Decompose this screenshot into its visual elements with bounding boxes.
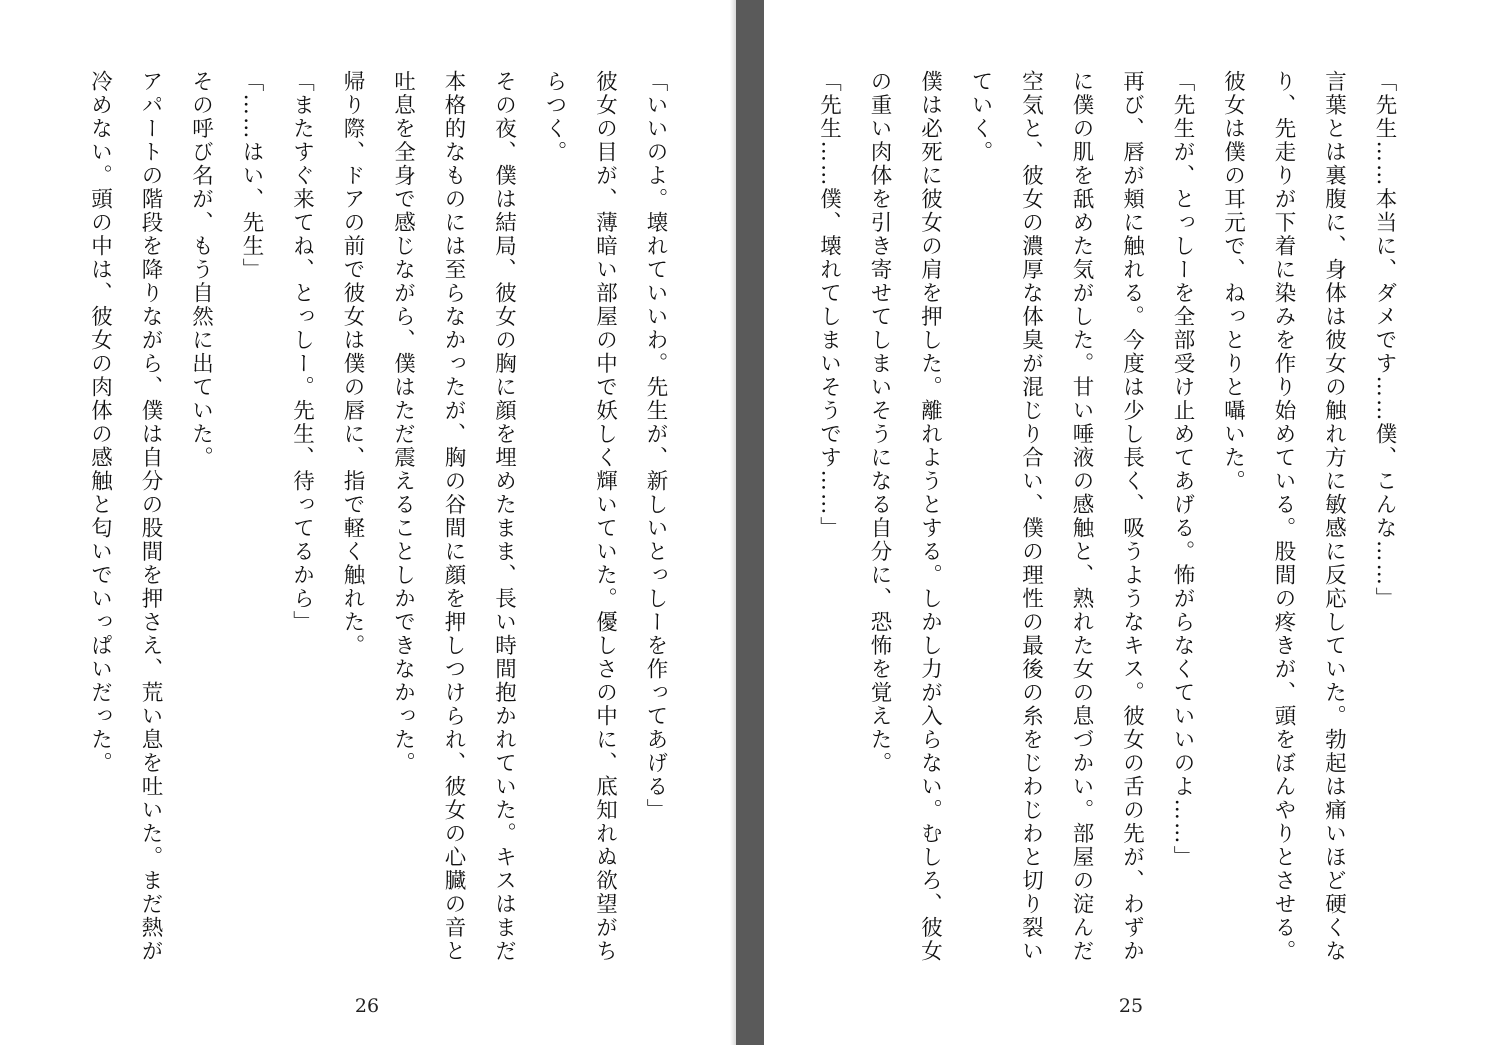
paragraph: 「またすぐ来てね、とっしー。先生、待ってるから」 — [289, 70, 315, 634]
left-page-text — [55, 70, 680, 980]
paragraph: 「先生が、とっしーを全部受け止めてあげる。怖がらなくていいのよ……」 — [1170, 70, 1195, 869]
paragraph: 「いいのよ。壊れていいわ。先生が、新しいとっしーを作ってあげる」 — [643, 70, 668, 822]
page-number: 26 — [354, 995, 380, 1017]
paragraph: 帰り際、ドアの前で彼女は僕の唇に、指で軽く触れた。 — [340, 70, 365, 658]
paragraph: 僕は必死に彼女の肩を押した。離れようとする。しかし力が入らない。むしろ、彼女の重い肉体を引き寄せてしまいそうになる自分に、恐怖を覚えた。 — [867, 70, 943, 963]
paragraph: 彼女は僕の耳元で、ねっとりと囁いた。 — [1220, 70, 1246, 493]
right-page-text — [816, 70, 1409, 980]
paragraph: 彼女の目が、薄暗い部屋の中で妖しく輝いていた。優しさの中に、底知れぬ欲望がちらつく。 — [542, 70, 618, 963]
paragraph: その夜、僕は結局、彼女の胸に顔を埋めたまま、長い時間抱かれていた。キスはまだ本格的なものには至らなかったが、胸の谷間に顔を押しつけられ、彼女の心臓の音と吐息を全身で感じながら、僕はただ震えることしかできなかった。 — [390, 70, 517, 963]
page-number: 25 — [1118, 995, 1144, 1017]
paragraph: 言葉とは裏腹に、身体は彼女の触れ方に敏感に反応していた。勃起は痛いほど硬くなり、先走りが下着に染みを作り始めている。股間の疼きが、頭をぼんやりとさせる。 — [1271, 70, 1347, 963]
paragraph: 「……はい、先生」 — [239, 70, 264, 282]
book-gutter — [736, 0, 764, 1045]
left-page — [0, 0, 736, 1045]
right-page — [764, 0, 1500, 1045]
paragraph: 再び、唇が頬に触れる。今度は少し長く、吸うようなキス。彼女の舌の先が、わずかに僕の肌を舐めた気がした。甘い唾液の感触と、熟れた女の息づかい。部屋の淀んだ空気と、彼女の濃厚な体臭が混じり合い、僕の理性の最後の糸をじわじわと切り裂いていく。 — [968, 70, 1145, 963]
paragraph: 「先生……僕、壊れてしまいそうです……」 — [816, 70, 842, 540]
paragraph: アパートの階段を降りながら、僕は自分の股間を押さえ、荒い息を吐いた。まだ熱が冷めない。頭の中は、彼女の肉体の感触と匂いでいっぱいだった。 — [87, 70, 163, 963]
paragraph: 「先生……本当に、ダメです……僕、こんな……」 — [1372, 70, 1397, 611]
paragraph: その呼び名が、もう自然に出ていた。 — [188, 70, 214, 470]
